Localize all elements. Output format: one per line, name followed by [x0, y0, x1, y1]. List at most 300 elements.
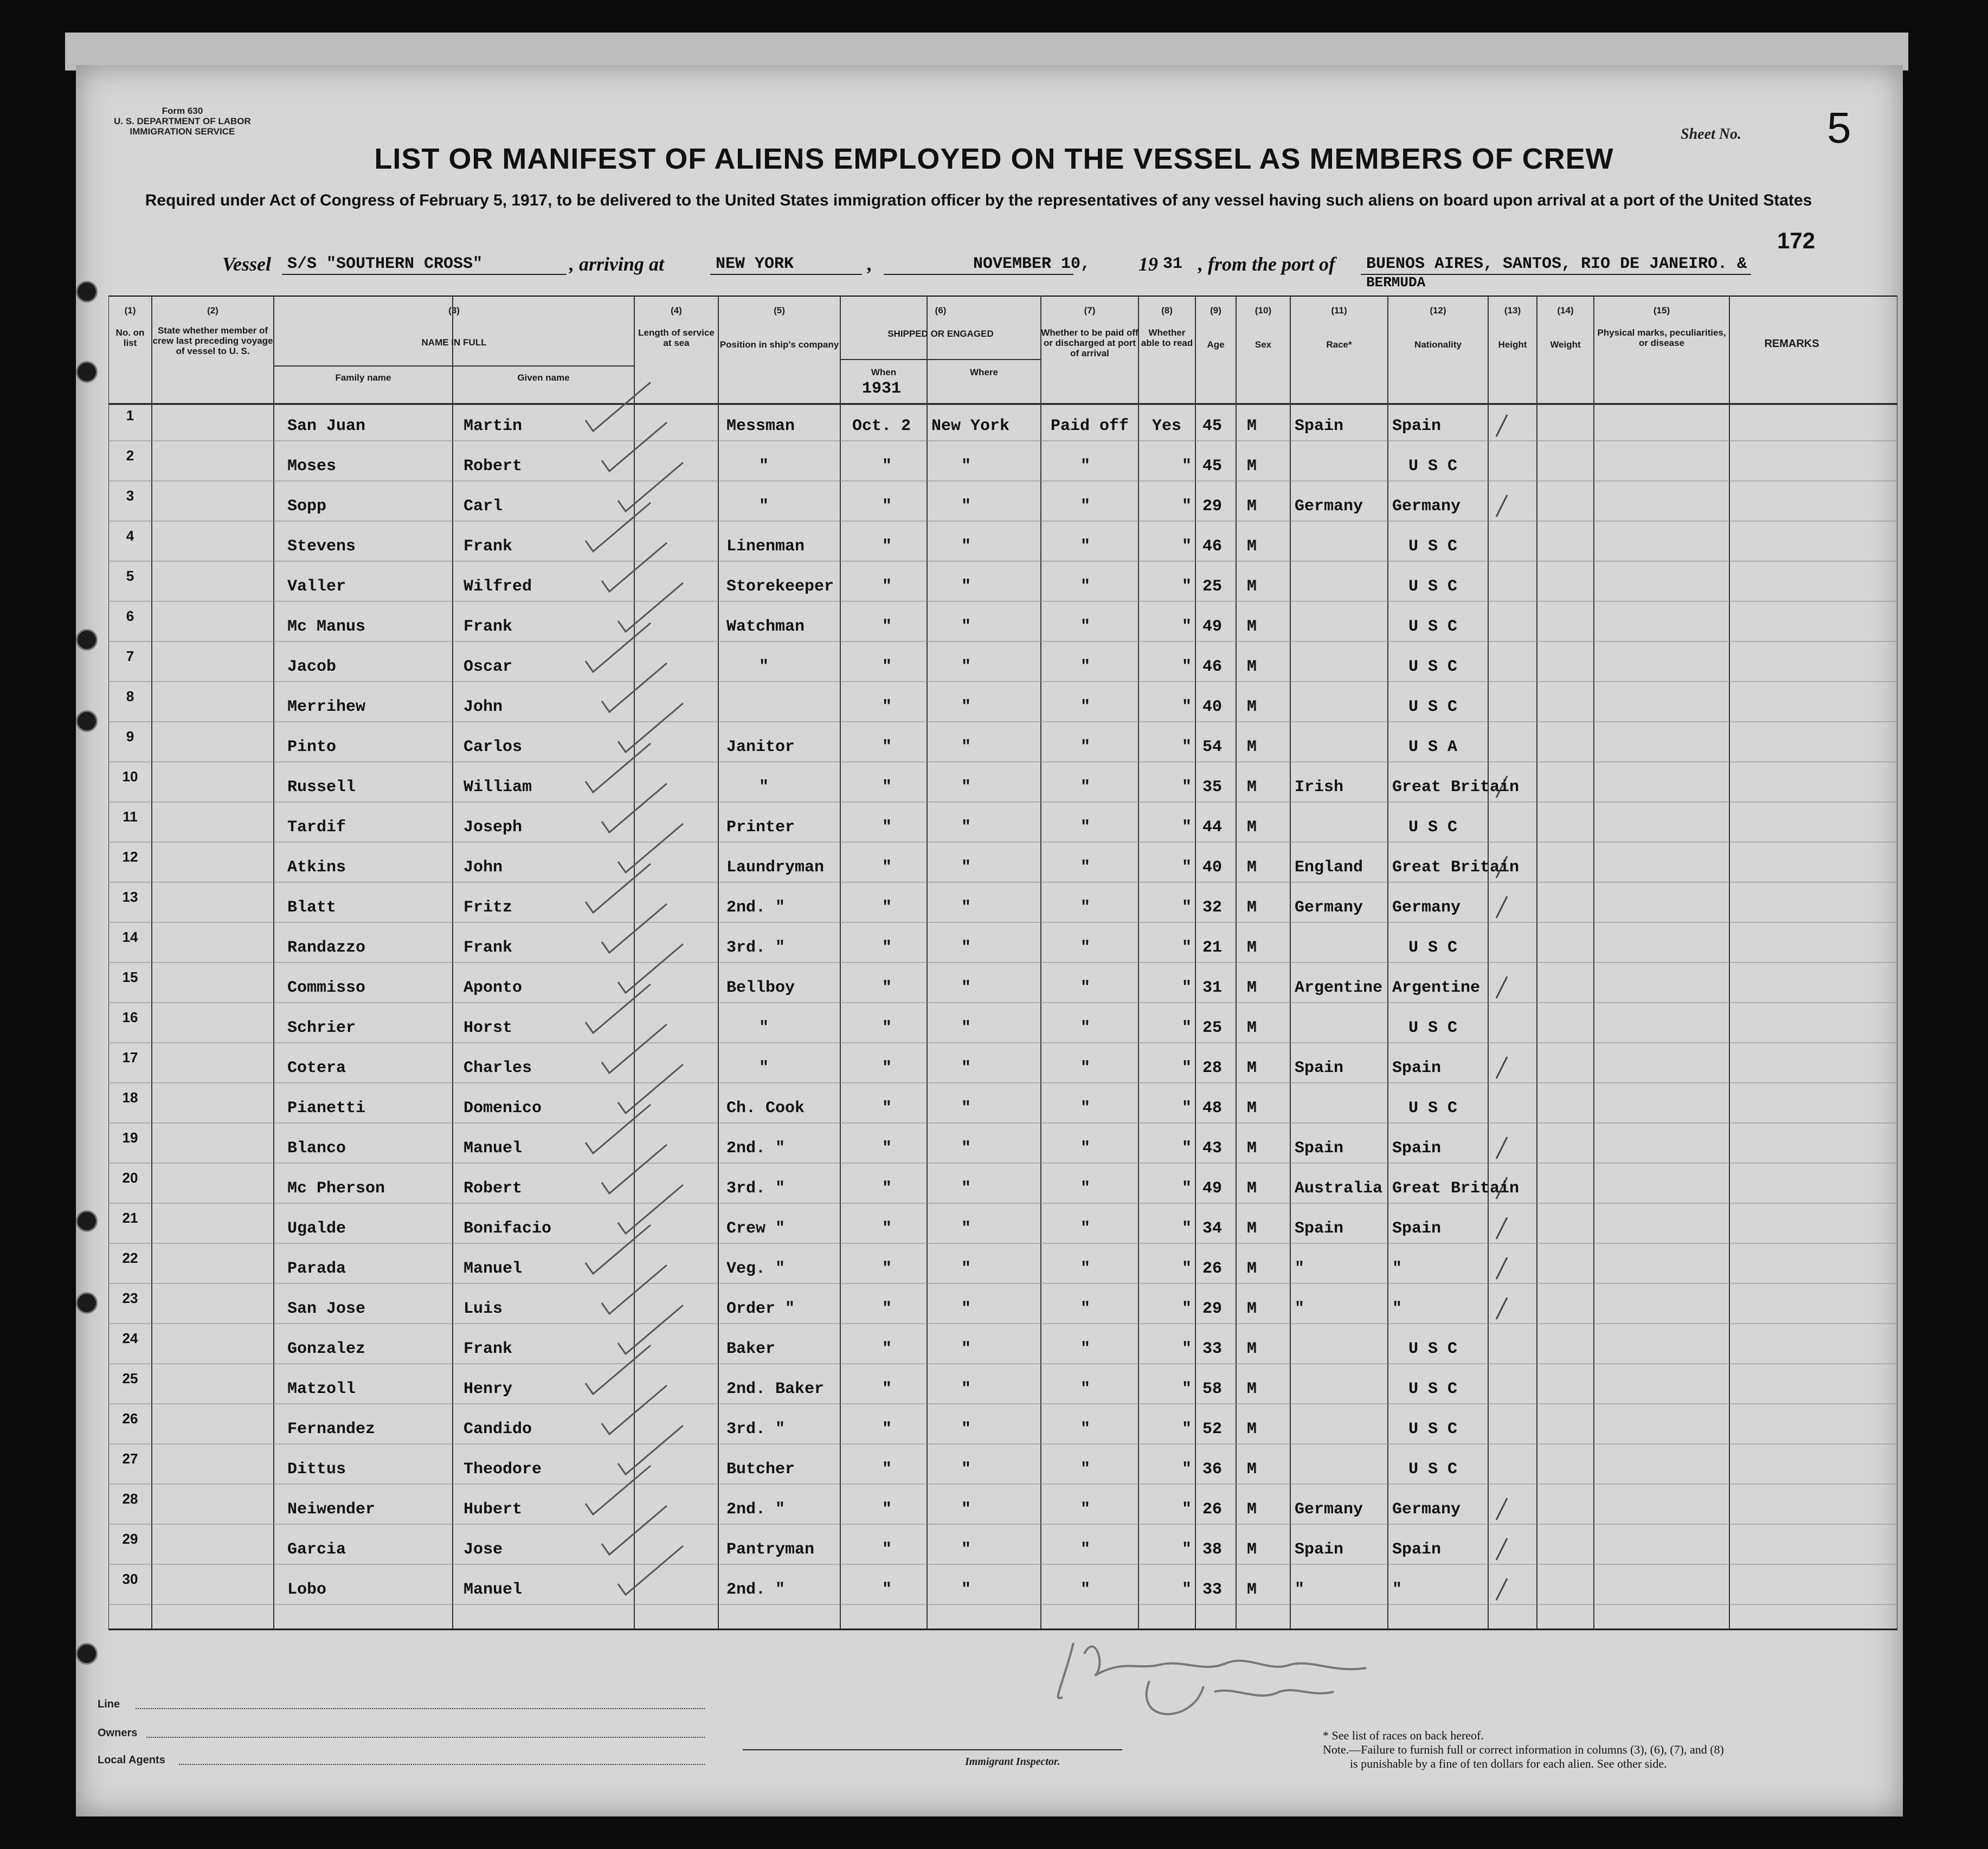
family-name: Lobo	[287, 1581, 327, 1599]
nationality: Spain	[1392, 1219, 1442, 1238]
col12-header: (12) Nationality	[1414, 305, 1462, 350]
row-number: 11	[123, 808, 138, 825]
tick-mark	[1496, 415, 1507, 436]
check-mark	[586, 1345, 651, 1394]
age: 40	[1202, 698, 1223, 716]
arrival-port: NEW YORK	[716, 255, 794, 273]
position: 2nd. "	[726, 1581, 786, 1599]
position: 2nd. "	[726, 1139, 786, 1158]
row-number: 3	[126, 487, 134, 504]
family-name: Pinto	[287, 738, 337, 756]
check-mark	[586, 1466, 651, 1514]
from-port-label: , from the port of	[1198, 253, 1336, 275]
age: 25	[1202, 577, 1223, 596]
shipped-when: "	[882, 577, 892, 596]
age: 33	[1202, 1340, 1223, 1358]
family-name: Pianetti	[287, 1099, 366, 1118]
shipped-when: "	[882, 1139, 892, 1158]
sex: M	[1247, 1179, 1257, 1198]
family-name: Merrihew	[287, 698, 366, 716]
sex: M	[1247, 1540, 1257, 1559]
col9-header: (9) Age	[1207, 305, 1225, 350]
col4-header: (4) Length of service at sea	[638, 305, 715, 348]
family-name: Jacob	[287, 658, 337, 676]
shipped-where: "	[961, 497, 972, 516]
able-to-read: Yes	[1152, 417, 1182, 435]
shipped-where: "	[961, 1380, 972, 1398]
able-to-read: "	[1182, 577, 1192, 596]
row-number: 20	[122, 1170, 138, 1186]
page-number: 172	[1777, 228, 1816, 253]
family-name: Garcia	[287, 1540, 346, 1559]
position: Ch. Cook	[726, 1099, 805, 1118]
sex: M	[1247, 537, 1257, 556]
able-to-read: "	[1182, 1460, 1192, 1479]
tick-mark	[1496, 495, 1507, 517]
shipped-when: "	[882, 858, 892, 877]
race: Spain	[1295, 1219, 1344, 1238]
shipped-when: "	[882, 1540, 892, 1559]
binding-hole	[76, 1210, 98, 1232]
age: 29	[1202, 497, 1223, 516]
family-name: Russell	[287, 778, 356, 797]
age: 31	[1202, 979, 1223, 997]
age: 46	[1202, 537, 1223, 556]
paid-off: "	[1080, 537, 1091, 556]
paid-off: "	[1080, 658, 1091, 676]
form-department: U. S. DEPARTMENT OF LABOR	[114, 116, 251, 126]
given-name: Frank	[464, 939, 513, 957]
sex: M	[1247, 778, 1257, 797]
paid-off: "	[1080, 1300, 1091, 1318]
given-name: Candido	[464, 1420, 532, 1439]
position: 2nd. "	[726, 898, 786, 917]
race: "	[1295, 1581, 1305, 1599]
col10-header: (10) Sex	[1254, 305, 1272, 350]
shipped-when: "	[882, 537, 892, 556]
age: 26	[1202, 1500, 1223, 1519]
row-number: 2	[126, 447, 134, 464]
form-service: IMMIGRATION SERVICE	[130, 126, 235, 137]
position: Janitor	[726, 738, 795, 756]
given-name: Carl	[464, 497, 503, 516]
given-name: Robert	[464, 457, 523, 476]
shipped-when: "	[882, 1179, 892, 1198]
nationality: U S C	[1408, 1099, 1458, 1118]
able-to-read: "	[1182, 898, 1192, 917]
crew-table	[108, 296, 1897, 1662]
given-name: Aponto	[464, 979, 523, 997]
penalty-note-1: Note.—Failure to furnish full or correct information in columns (3), (6), (7), and (8)	[1323, 1743, 1724, 1756]
binding-hole	[76, 281, 98, 303]
able-to-read: "	[1182, 1179, 1192, 1198]
position: Messman	[726, 417, 795, 435]
nationality: U S C	[1408, 1019, 1458, 1037]
family-name: Stevens	[287, 537, 356, 556]
sex: M	[1247, 497, 1257, 516]
line-field	[136, 1708, 705, 1709]
shipped-where: "	[961, 457, 972, 476]
able-to-read: "	[1182, 497, 1192, 516]
position: Veg. "	[726, 1260, 786, 1278]
col3-header: (3) NAME IN FULL	[421, 305, 487, 348]
sex: M	[1247, 457, 1257, 476]
tick-mark	[1496, 1057, 1507, 1078]
family-name: Valler	[287, 577, 346, 596]
check-mark	[618, 824, 683, 872]
sex: M	[1247, 979, 1257, 997]
tick-mark	[1496, 896, 1507, 918]
col3-family-header: Family name	[335, 373, 391, 383]
nationality: Great Britain	[1392, 778, 1520, 797]
shipped-where: "	[961, 1460, 972, 1479]
given-name: Domenico	[464, 1099, 542, 1118]
row-number: 15	[122, 969, 138, 985]
check-mark	[586, 1225, 651, 1274]
family-name: Atkins	[287, 858, 346, 877]
shipped-when: "	[882, 1099, 892, 1118]
position: Printer	[726, 818, 795, 837]
tick-mark	[1496, 1137, 1507, 1159]
paid-off: "	[1080, 979, 1091, 997]
row-number: 1	[126, 407, 134, 423]
col8-header: (8) Whether able to read	[1141, 305, 1193, 348]
paid-off: "	[1080, 1059, 1091, 1077]
position: 3rd. "	[726, 939, 786, 957]
row-number: 24	[122, 1330, 138, 1346]
nationality: U S C	[1408, 939, 1458, 957]
nationality: "	[1392, 1581, 1402, 1599]
sex: M	[1247, 1380, 1257, 1398]
position: Laundryman	[726, 858, 825, 877]
agents-label: Local Agents	[98, 1754, 165, 1766]
sex: M	[1247, 1581, 1257, 1599]
shipped-where: "	[961, 577, 972, 596]
nationality: Germany	[1392, 497, 1461, 516]
able-to-read: "	[1182, 738, 1192, 756]
given-name: Luis	[464, 1300, 503, 1318]
shipped-where: "	[961, 979, 972, 997]
col1-header: (1) No. on list	[115, 305, 145, 348]
nationality: U S C	[1408, 618, 1458, 636]
sex: M	[1247, 1019, 1257, 1037]
owners-label: Owners	[98, 1727, 138, 1739]
col6-year: 1931	[862, 380, 902, 398]
shipped-where: "	[961, 1500, 972, 1519]
nationality: U S C	[1408, 818, 1458, 837]
position: "	[759, 778, 769, 797]
owners-field	[146, 1737, 705, 1738]
shipped-when: "	[882, 457, 892, 476]
tick-mark	[1496, 1498, 1507, 1520]
paid-off: "	[1080, 457, 1091, 476]
shipped-when: "	[882, 1420, 892, 1439]
sex: M	[1247, 1420, 1257, 1439]
from-port: BUENOS AIRES, SANTOS, RIO DE JANEIRO. &	[1366, 255, 1747, 273]
shipped-when: "	[882, 1340, 892, 1358]
shipped-when: "	[882, 1460, 892, 1479]
age: 26	[1202, 1260, 1223, 1278]
shipped-where: "	[961, 1059, 972, 1077]
nationality: Spain	[1392, 1139, 1442, 1158]
given-name: Wilfred	[464, 577, 532, 596]
age: 29	[1202, 1300, 1223, 1318]
shipped-when: "	[882, 618, 892, 636]
shipped-when: "	[882, 738, 892, 756]
family-name: Fernandez	[287, 1420, 376, 1439]
position: "	[759, 1059, 769, 1077]
position: 2nd. "	[726, 1500, 786, 1519]
sex: M	[1247, 1260, 1257, 1278]
age: 34	[1202, 1219, 1223, 1238]
race: Irish	[1295, 778, 1344, 797]
age: 33	[1202, 1581, 1223, 1599]
given-name: Henry	[464, 1380, 513, 1398]
given-name: John	[464, 698, 503, 716]
shipped-where: "	[961, 1581, 972, 1599]
paid-off: "	[1080, 1139, 1091, 1158]
shipped-where: "	[961, 898, 972, 917]
race: Germany	[1295, 898, 1363, 917]
row-number: 25	[122, 1370, 138, 1386]
position: 2nd. Baker	[726, 1380, 825, 1398]
tick-mark	[1496, 1298, 1507, 1319]
vessel-label: Vessel	[222, 253, 271, 275]
col5-header: (5) Position in ship's company	[719, 305, 839, 350]
able-to-read: "	[1182, 1500, 1192, 1519]
able-to-read: "	[1182, 1380, 1192, 1398]
family-name: Matzoll	[287, 1380, 356, 1398]
from-port-continued: BERMUDA	[1366, 274, 1426, 291]
form-identifier	[114, 106, 251, 137]
shipped-where: "	[961, 818, 972, 837]
paid-off: "	[1080, 1500, 1091, 1519]
paid-off: Paid off	[1051, 417, 1129, 435]
binding-hole	[76, 710, 98, 732]
race: Australia	[1295, 1179, 1383, 1198]
position: 3rd. "	[726, 1179, 786, 1198]
position: "	[759, 658, 769, 676]
shipped-when: "	[882, 778, 892, 797]
shipped-when: "	[882, 1380, 892, 1398]
able-to-read: "	[1182, 1540, 1192, 1559]
age: 35	[1202, 778, 1223, 797]
check-mark	[618, 1185, 683, 1234]
position: "	[759, 497, 769, 516]
family-name: Schrier	[287, 1019, 356, 1037]
nationality: Great Britain	[1392, 858, 1520, 877]
page-title: LIST OR MANIFEST OF ALIENS EMPLOYED ON THE VESSEL AS MEMBERS OF CREW	[374, 143, 1614, 175]
check-mark	[618, 703, 683, 752]
sex: M	[1247, 1300, 1257, 1318]
shipped-where: New York	[931, 417, 1010, 435]
check-mark	[618, 944, 683, 993]
row-number: 18	[122, 1089, 138, 1106]
family-name: Blanco	[287, 1139, 346, 1158]
nationality: Germany	[1392, 898, 1461, 917]
col7-header: (7) Whether to be paid off or discharged at port of arrival	[1041, 305, 1138, 358]
given-name: Jose	[464, 1540, 503, 1559]
page-subtitle: Required under Act of Congress of February 5, 1917, to be delivered to the United States immigration officer by the representatives of any vessel having such aliens on board upon arrival at a port of the United States	[145, 191, 1812, 209]
check-mark	[586, 1105, 651, 1153]
nationality: U S C	[1408, 658, 1458, 676]
shipped-when: "	[882, 1500, 892, 1519]
age: 44	[1202, 818, 1223, 837]
row-number: 12	[122, 849, 138, 865]
check-mark	[618, 1546, 683, 1595]
sex: M	[1247, 1139, 1257, 1158]
sex: M	[1247, 1059, 1257, 1077]
paid-off: "	[1080, 497, 1091, 516]
paid-off: "	[1080, 618, 1091, 636]
race: Argentine	[1295, 979, 1383, 997]
age: 28	[1202, 1059, 1223, 1077]
shipped-when: "	[882, 1260, 892, 1278]
able-to-read: "	[1182, 1019, 1192, 1037]
year-prefix: 19	[1138, 253, 1158, 275]
nationality: Spain	[1392, 1059, 1442, 1077]
given-name: Frank	[464, 618, 513, 636]
given-name: Fritz	[464, 898, 513, 917]
given-name: Martin	[464, 417, 523, 435]
race: "	[1295, 1260, 1305, 1278]
family-name: Sopp	[287, 497, 327, 516]
row-number: 28	[122, 1491, 138, 1507]
check-mark	[618, 463, 683, 511]
given-name: Frank	[464, 1340, 513, 1358]
paid-off: "	[1080, 577, 1091, 596]
sex: M	[1247, 1500, 1257, 1519]
family-name: Moses	[287, 457, 337, 476]
age: 32	[1202, 898, 1223, 917]
row-number: 17	[122, 1049, 138, 1065]
shipped-where: "	[961, 1219, 972, 1238]
age: 52	[1202, 1420, 1223, 1439]
nationality: U S C	[1408, 1420, 1458, 1439]
binding-hole	[76, 361, 98, 383]
race-note: * See list of races on back hereof.	[1323, 1729, 1484, 1742]
binding-hole	[76, 1292, 98, 1314]
sex: M	[1247, 939, 1257, 957]
family-name: Randazzo	[287, 939, 366, 957]
able-to-read: "	[1182, 818, 1192, 837]
age: 36	[1202, 1460, 1223, 1479]
able-to-read: "	[1182, 939, 1192, 957]
able-to-read: "	[1182, 698, 1192, 716]
nationality: U S C	[1408, 457, 1458, 476]
family-name: Parada	[287, 1260, 346, 1278]
paid-off: "	[1080, 778, 1091, 797]
inspector-label: Immigrant Inspector.	[965, 1756, 1060, 1768]
nationality: U S C	[1408, 698, 1458, 716]
row-number: 10	[122, 768, 138, 785]
given-name: Manuel	[464, 1139, 523, 1158]
shipped-when: "	[882, 939, 892, 957]
shipped-when: "	[882, 497, 892, 516]
paid-off: "	[1080, 1219, 1091, 1238]
paid-off: "	[1080, 1581, 1091, 1599]
check-mark	[618, 583, 683, 632]
sex: M	[1247, 1460, 1257, 1479]
able-to-read: "	[1182, 1300, 1192, 1318]
position: "	[759, 457, 769, 476]
row-number: 30	[122, 1571, 138, 1587]
able-to-read: "	[1182, 1139, 1192, 1158]
position: Crew "	[726, 1219, 786, 1238]
nationality: Spain	[1392, 1540, 1442, 1559]
shipped-when: "	[882, 1581, 892, 1599]
paid-off: "	[1080, 1099, 1091, 1118]
shipped-when: "	[882, 658, 892, 676]
shipped-when: "	[882, 1300, 892, 1318]
vessel-name: S/S "SOUTHERN CROSS"	[287, 255, 483, 273]
position: Pantryman	[726, 1540, 815, 1559]
given-name: Bonifacio	[464, 1219, 552, 1238]
shipped-where: "	[961, 1260, 972, 1278]
nationality: Spain	[1392, 417, 1442, 435]
shipped-where: "	[961, 858, 972, 877]
col11-header: (11) Race*	[1326, 305, 1352, 350]
race: England	[1295, 858, 1363, 877]
row-number: 13	[122, 889, 138, 905]
given-name: Theodore	[464, 1460, 542, 1479]
col3-given-header: Given name	[517, 373, 570, 383]
race: Spain	[1295, 1059, 1344, 1077]
given-name: John	[464, 858, 503, 877]
given-name: Charles	[464, 1059, 532, 1077]
shipped-when: "	[882, 898, 892, 917]
sex: M	[1247, 738, 1257, 756]
able-to-read: "	[1182, 1260, 1192, 1278]
shipped-when: "	[882, 1219, 892, 1238]
able-to-read: "	[1182, 1099, 1192, 1118]
paid-off: "	[1080, 1380, 1091, 1398]
shipped-where: "	[961, 1340, 972, 1358]
given-name: Manuel	[464, 1581, 523, 1599]
position: Watchman	[726, 618, 805, 636]
nationality: U S C	[1408, 1340, 1458, 1358]
age: 45	[1202, 417, 1223, 435]
able-to-read: "	[1182, 457, 1192, 476]
check-mark	[586, 743, 651, 792]
paid-off: "	[1080, 1179, 1091, 1198]
sex: M	[1247, 577, 1257, 596]
check-mark	[586, 984, 651, 1033]
paid-off: "	[1080, 1420, 1091, 1439]
binding-hole	[76, 1643, 98, 1665]
able-to-read: "	[1182, 858, 1192, 877]
family-name: San Juan	[287, 417, 366, 435]
able-to-read: "	[1182, 979, 1192, 997]
sex: M	[1247, 658, 1257, 676]
paid-off: "	[1080, 1540, 1091, 1559]
sex: M	[1247, 698, 1257, 716]
given-name: Hubert	[464, 1500, 523, 1519]
age: 58	[1202, 1380, 1223, 1398]
shipped-where: "	[961, 1420, 972, 1439]
sex: M	[1247, 898, 1257, 917]
paid-off: "	[1080, 858, 1091, 877]
row-number: 22	[122, 1250, 138, 1266]
shipped-where: "	[961, 939, 972, 957]
voyage-line: Vessel S/S "SOUTHERN CROSS" , arriving at NEW YORK , NOVEMBER 10, 19 31 , from the port of BUENOS AIRES, SANTOS, RIO DE JANEIRO. & BERMUDA	[222, 253, 1849, 296]
race: Germany	[1295, 497, 1363, 516]
given-name: Robert	[464, 1179, 523, 1198]
check-mark	[586, 382, 651, 431]
paid-off: "	[1080, 939, 1091, 957]
shipped-where: "	[961, 698, 972, 716]
tick-mark	[1496, 1217, 1507, 1239]
